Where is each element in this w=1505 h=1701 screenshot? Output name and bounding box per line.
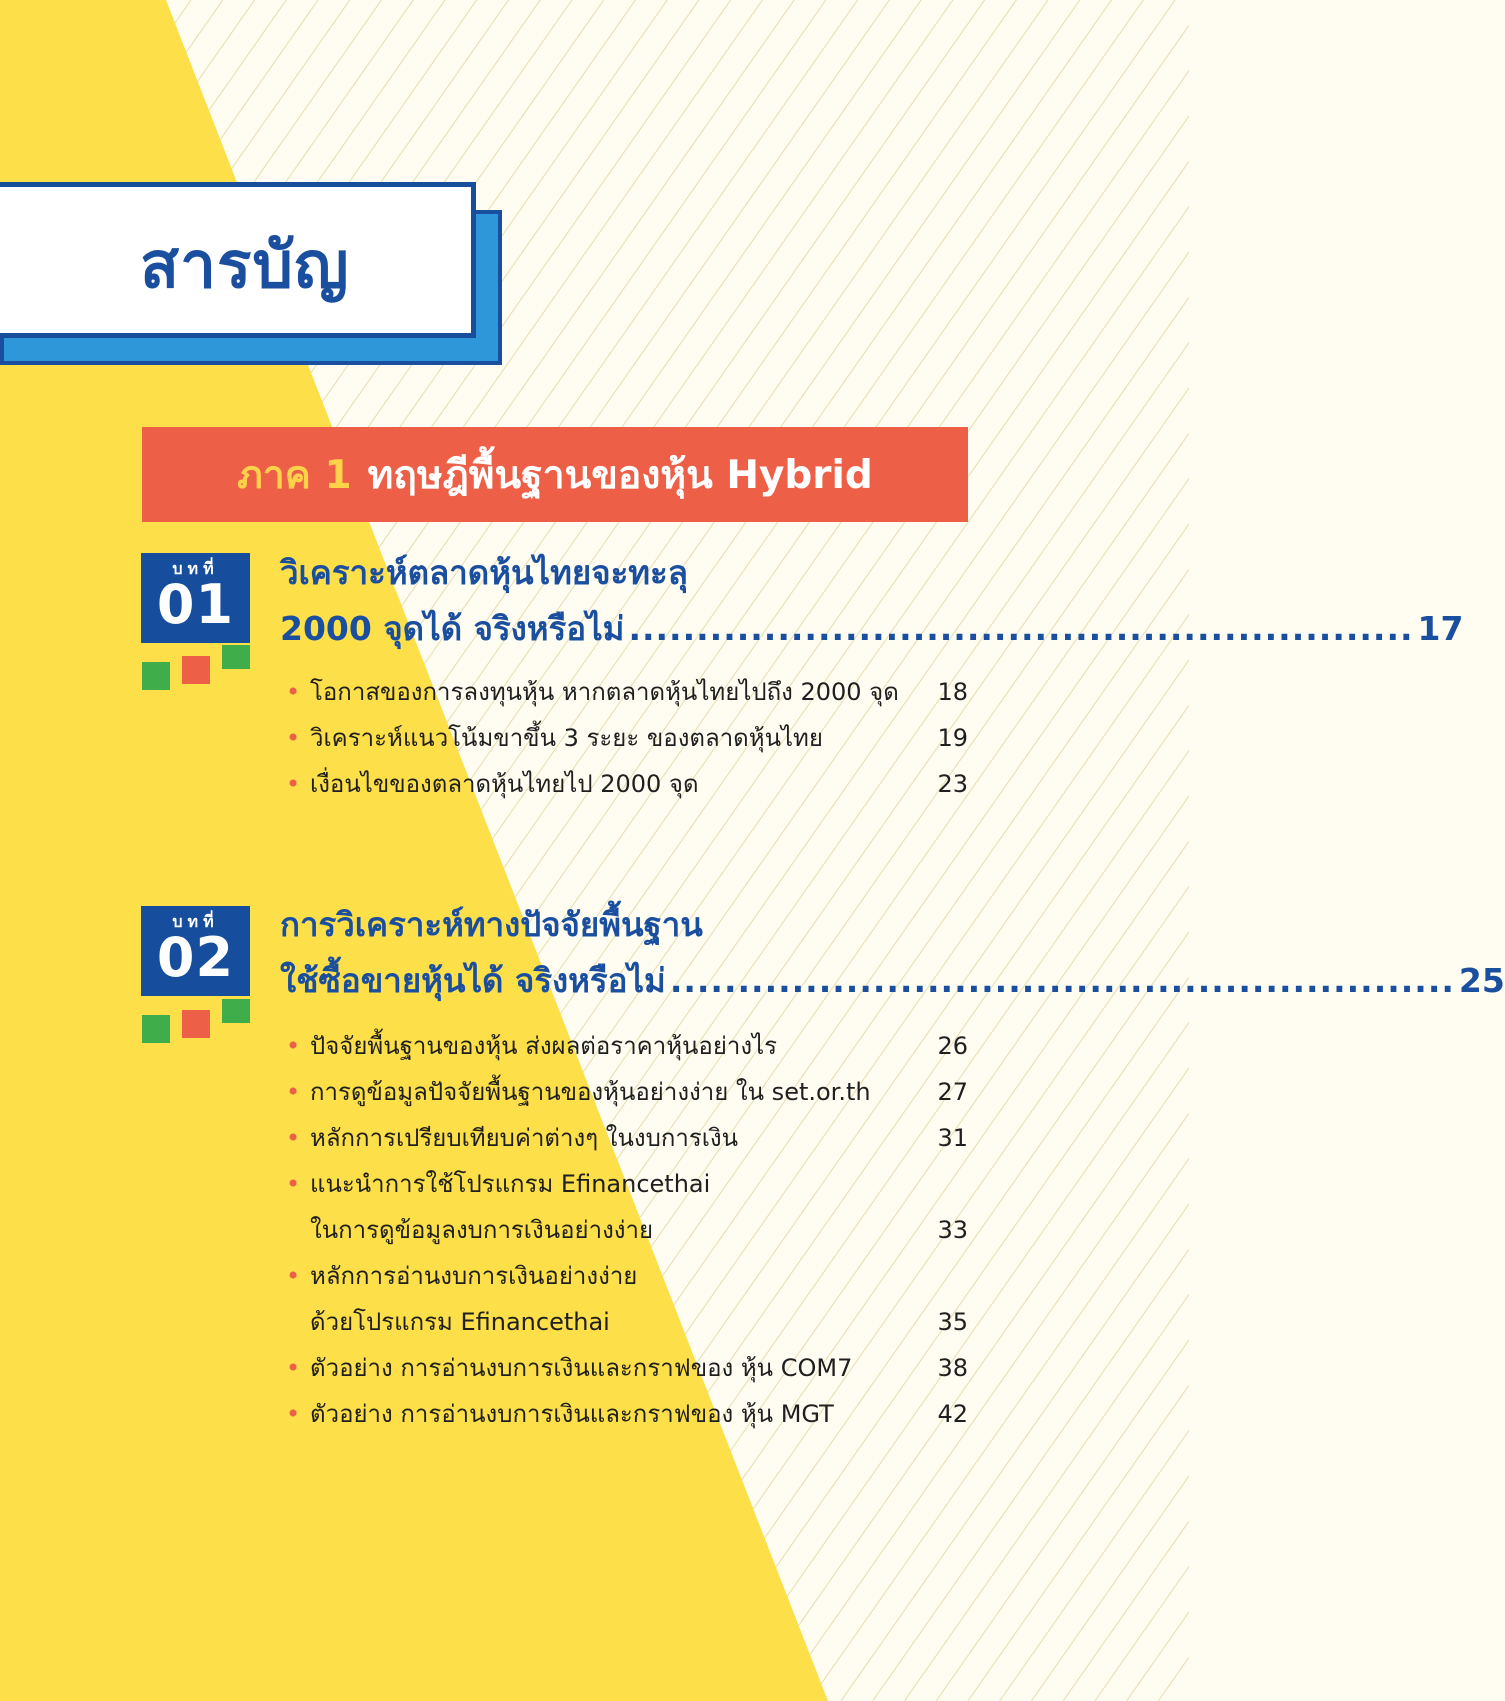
list-item[interactable] xyxy=(288,1115,968,1161)
list-item[interactable] xyxy=(288,1161,968,1253)
page-title: สารบัญ xyxy=(140,229,350,303)
bullet-icon: • xyxy=(286,1354,301,1382)
item-text: โอกาสของการลงทุนหุ้น หากตลาดหุ้นไทยไปถึง 2000 จุด xyxy=(310,678,899,706)
decor-square-green xyxy=(222,645,250,669)
item-text xyxy=(288,1161,908,1253)
item-page: 23 xyxy=(937,770,968,798)
item-text-line1: หลักการอ่านงบการเงินอย่างง่าย xyxy=(310,1262,638,1290)
bullet-icon: • xyxy=(286,1400,301,1428)
chapter-title-line2: 2000 จุดได้ จริงหรือไม่ xyxy=(280,609,625,648)
chapter-items xyxy=(288,1023,968,1437)
chapter-word: บทที่ xyxy=(172,912,219,931)
bullet-icon: • xyxy=(286,1262,301,1290)
item-page: 19 xyxy=(937,724,968,752)
item-text: เงื่อนไขของตลาดหุ้นไทยไป 2000 จุด xyxy=(310,770,699,798)
list-item[interactable] xyxy=(288,1391,968,1437)
item-text-line1: แนะนำการใช้โปรแกรม Efinancethai xyxy=(310,1170,711,1198)
item-text-line2: ในการดูข้อมูลงบการเงินอย่างง่าย xyxy=(310,1216,654,1244)
bullet-icon: • xyxy=(286,770,301,798)
part-title: ทฤษฎีพื้นฐานของหุ้น Hybrid xyxy=(367,452,873,498)
bullet-icon: • xyxy=(286,724,301,752)
item-page: 35 xyxy=(937,1308,968,1336)
item-text: ปัจจัยพื้นฐานของหุ้น ส่งผลต่อราคาหุ้นอย่างไร xyxy=(310,1032,778,1060)
chapter-title-line1: วิเคราะห์ตลาดหุ้นไทยจะทะลุ xyxy=(280,553,688,592)
list-item[interactable] xyxy=(288,715,968,761)
decor-square-green xyxy=(142,662,170,690)
item-page: 33 xyxy=(937,1216,968,1244)
dot-leader: .......................................................... xyxy=(628,609,1414,648)
list-item[interactable] xyxy=(288,669,968,715)
chapter-page-number: 25 xyxy=(1458,961,1505,1000)
item-text: หลักการเปรียบเทียบค่าต่างๆ ในงบการเงิน xyxy=(310,1124,739,1152)
chapter-title[interactable] xyxy=(280,545,1464,657)
decor-square-red xyxy=(182,1010,210,1038)
decor-square-green xyxy=(142,1015,170,1043)
bullet-icon: • xyxy=(286,1124,301,1152)
item-page: 42 xyxy=(937,1400,968,1428)
list-item[interactable] xyxy=(288,1253,968,1345)
item-text xyxy=(288,1253,908,1345)
item-page: 27 xyxy=(937,1078,968,1106)
list-item[interactable] xyxy=(288,1023,968,1069)
bullet-icon: • xyxy=(286,678,301,706)
bullet-icon: • xyxy=(286,1078,301,1106)
item-page: 18 xyxy=(937,678,968,706)
item-text: ตัวอย่าง การอ่านงบการเงินและกราฟของ หุ้น MGT xyxy=(310,1400,834,1428)
chapter-items xyxy=(288,669,968,807)
chapter-word: บทที่ xyxy=(172,559,219,578)
decor-square-red xyxy=(182,656,210,684)
part-label: ภาค 1 xyxy=(237,452,352,498)
chapter-badge xyxy=(141,553,250,643)
chapter-badge xyxy=(141,906,250,996)
list-item[interactable] xyxy=(288,761,968,807)
item-text: วิเคราะห์แนวโน้มขาขึ้น 3 ระยะ ของตลาดหุ้นไทย xyxy=(310,724,823,752)
bullet-icon: • xyxy=(286,1032,301,1060)
item-text: การดูข้อมูลปัจจัยพื้นฐานของหุ้นอย่างง่าย ใน set.or.th xyxy=(310,1078,871,1106)
chapter-title[interactable] xyxy=(280,897,1505,1009)
bullet-icon: • xyxy=(286,1170,301,1198)
item-page: 38 xyxy=(937,1354,968,1382)
item-page: 31 xyxy=(937,1124,968,1152)
list-item[interactable] xyxy=(288,1345,968,1391)
chapter-title-line1: การวิเคราะห์ทางปัจจัยพื้นฐาน xyxy=(280,905,703,944)
item-page: 26 xyxy=(937,1032,968,1060)
item-text-line2: ด้วยโปรแกรม Efinancethai xyxy=(310,1308,610,1336)
dot-leader: .......................................................... xyxy=(669,961,1455,1000)
chapter-number: 02 xyxy=(156,926,235,989)
chapter-number: 01 xyxy=(156,573,235,636)
item-text: ตัวอย่าง การอ่านงบการเงินและกราฟของ หุ้น COM7 xyxy=(310,1354,853,1382)
list-item[interactable] xyxy=(288,1069,968,1115)
decor-square-green xyxy=(222,999,250,1023)
part-banner xyxy=(142,427,968,522)
chapter-title-line2: ใช้ซื้อขายหุ้นได้ จริงหรือไม่ xyxy=(280,961,666,1000)
chapter-page-number: 17 xyxy=(1417,609,1464,648)
